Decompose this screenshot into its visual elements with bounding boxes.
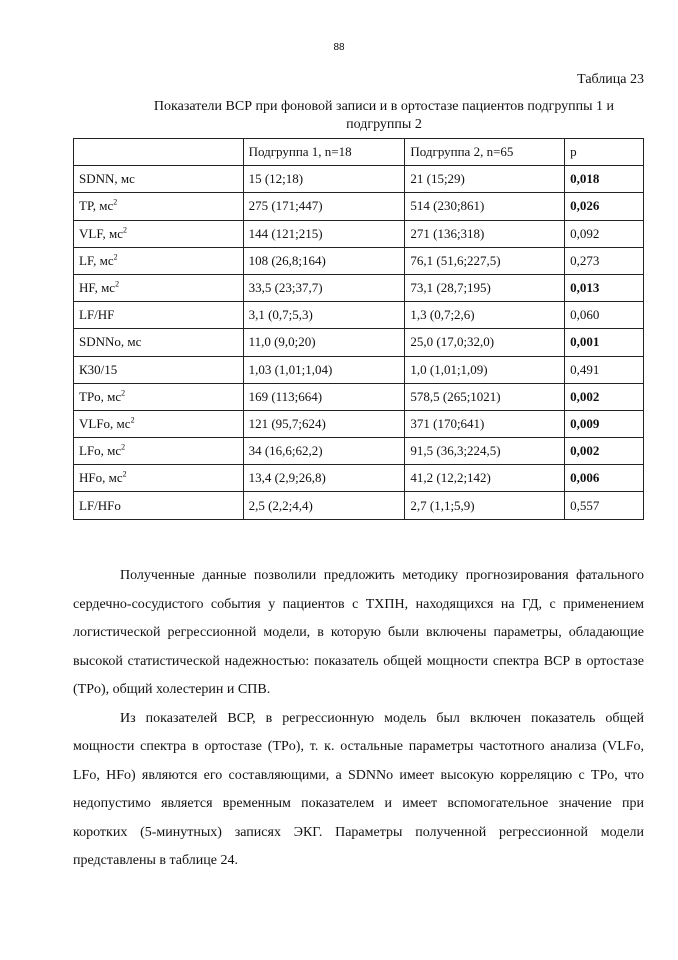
cell-subgroup-1: 11,0 (9,0;20) [243, 329, 405, 356]
cell-parameter: TP, $мс^2$ [74, 193, 244, 220]
cell-subgroup-2: 271 (136;318) [405, 220, 565, 247]
cell-parameter: LF/HF [74, 302, 244, 329]
cell-parameter: TPo, $мс^2$ [74, 383, 244, 410]
table-header-row [74, 139, 644, 166]
cell-p-value: 0,491 [565, 356, 644, 383]
cell-subgroup-1: 1,03 (1,01;1,04) [243, 356, 405, 383]
cell-p-value: 0,018 [565, 166, 644, 193]
paragraph: Полученные данные позволили предложить методику прогнозирования фатального сердечно-сосудистого события у пациентов с ТХПН, находящихся на ГД, с применением логистической регрессионной модели, в которую были включены параметры, обладающие высокой статистической надежностью: показатель общей мощности спектра ВСР в ортостазе (TPo), общий холестерин и СПВ. [73, 568, 644, 697]
cell-subgroup-1: 13,4 (2,9;26,8) [243, 465, 405, 492]
cell-parameter: HF, $мс^2$ [74, 274, 244, 301]
cell-subgroup-2: 91,5 (36,3;224,5) [405, 438, 565, 465]
cell-parameter: LF, $мс^2$ [74, 247, 244, 274]
cell-parameter: SDNN, мс [74, 166, 244, 193]
header-parameter [74, 139, 244, 166]
cell-p-value: 0,001 [565, 329, 644, 356]
hrv-table [73, 138, 644, 520]
cell-subgroup-1: 144 (121;215) [243, 220, 405, 247]
cell-parameter: VLF, $мс^2$ [74, 220, 244, 247]
cell-subgroup-1: 34 (16,6;62,2) [243, 438, 405, 465]
header-p-value: p [565, 139, 644, 166]
cell-p-value: 0,013 [565, 274, 644, 301]
cell-parameter: LFo, $мс^2$ [74, 438, 244, 465]
cell-p-value: 0,006 [565, 465, 644, 492]
cell-p-value: 0,092 [565, 220, 644, 247]
paragraph: Из показателей ВСР, в регрессионную модель был включен показатель общей мощности спектра в ортостазе (TPo), т. к. остальные параметры частотного анализа (VLFo, LFo, HFo) являются его составляющими, а SDNNo имеет высокую корреляцию с TPo, что недопустимо является временным показателем и имеет вспомогательное значение при коротких (5-минутных) записях ЭКГ. Параметры полученной регрессионной модели представлены в таблице 24. [73, 710, 644, 868]
cell-subgroup-1: 33,5 (23;37,7) [243, 274, 405, 301]
cell-parameter: HFo, $мс^2$ [74, 465, 244, 492]
table-row [74, 383, 644, 410]
cell-subgroup-2: 41,2 (12,2;142) [405, 465, 565, 492]
table-row [74, 220, 644, 247]
cell-p-value: 0,026 [565, 193, 644, 220]
cell-p-value: 0,557 [565, 492, 644, 519]
header-subgroup-1: Подгруппа 1, n=18 [243, 139, 405, 166]
table-row [74, 356, 644, 383]
page-number: 88 [333, 42, 345, 53]
cell-subgroup-2: 514 (230;861) [405, 193, 565, 220]
cell-subgroup-1: 15 (12;18) [243, 166, 405, 193]
table-row [74, 329, 644, 356]
cell-subgroup-1: 275 (171;447) [243, 193, 405, 220]
cell-p-value: 0,002 [565, 438, 644, 465]
table-row [74, 438, 644, 465]
cell-subgroup-2: 25,0 (17,0;32,0) [405, 329, 565, 356]
cell-subgroup-1: 3,1 (0,7;5,3) [243, 302, 405, 329]
table-row [74, 302, 644, 329]
cell-parameter: К30/15 [74, 356, 244, 383]
cell-subgroup-2: 2,7 (1,1;5,9) [405, 492, 565, 519]
cell-subgroup-2: 21 (15;29) [405, 166, 565, 193]
cell-parameter: LF/HFo [74, 492, 244, 519]
header-subgroup-2: Подгруппа 2, n=65 [405, 139, 565, 166]
table-row [74, 247, 644, 274]
cell-subgroup-1: 169 (113;664) [243, 383, 405, 410]
cell-subgroup-2: 578,5 (265;1021) [405, 383, 565, 410]
cell-subgroup-2: 1,0 (1,01;1,09) [405, 356, 565, 383]
table-label: Таблица 23 [577, 72, 644, 87]
cell-subgroup-1: 2,5 (2,2;4,4) [243, 492, 405, 519]
cell-subgroup-2: 371 (170;641) [405, 410, 565, 437]
cell-subgroup-2: 1,3 (0,7;2,6) [405, 302, 565, 329]
cell-subgroup-1: 121 (95,7;624) [243, 410, 405, 437]
cell-subgroup-1: 108 (26,8;164) [243, 247, 405, 274]
cell-p-value: 0,009 [565, 410, 644, 437]
table-row [74, 274, 644, 301]
table-row [74, 166, 644, 193]
cell-parameter: VLFo, $мс^2$ [74, 410, 244, 437]
table-body [74, 166, 644, 519]
table-caption: Показатели ВСР при фоновой записи и в ортостазе пациентов подгруппы 1 и подгруппы 2 [153, 99, 615, 132]
cell-subgroup-2: 73,1 (28,7;195) [405, 274, 565, 301]
cell-p-value: 0,060 [565, 302, 644, 329]
cell-p-value: 0,273 [565, 247, 644, 274]
cell-p-value: 0,002 [565, 383, 644, 410]
table-row [74, 410, 644, 437]
cell-subgroup-2: 76,1 (51,6;227,5) [405, 247, 565, 274]
table-row [74, 193, 644, 220]
body-text [73, 562, 644, 876]
table-row [74, 492, 644, 519]
cell-parameter: SDNNo, мс [74, 329, 244, 356]
table-row [74, 465, 644, 492]
